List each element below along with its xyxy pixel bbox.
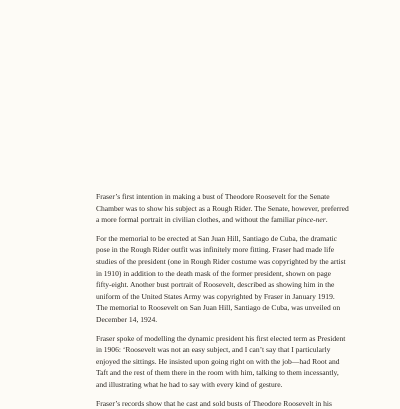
text-line: a more formal portrait in civilian clothes, and without the familiar pince-ner. (96, 214, 364, 226)
text-line: and illustrating what he had to say with every kind of gesture. (96, 379, 364, 391)
text-line: in 1906: ‘Roosevelt was not an easy subject, and I can’t say that I particularly (96, 344, 364, 356)
paragraph-modelling-quote (96, 333, 364, 391)
text-line: Taft and the rest of them there in the room with him, talking to them incessantly, (96, 367, 364, 379)
text-line: fifty-eight. Another bust portrait of Roosevelt, described as showing him in the (96, 279, 364, 291)
text-line: studies of the president (one in Rough Rider costume was copyrighted by the artist (96, 256, 364, 268)
text-line: in 1910) in addition to the death mask of the former president, shown on page (96, 268, 364, 280)
text-line: Fraser’s first intention in making a bust of Theodore Roosevelt for the Senate (96, 191, 364, 203)
body-text (96, 191, 364, 409)
paragraph-records (96, 398, 364, 409)
text-line: The memorial to Roosevelt on San Juan Hill, Santiago de Cuba, was unveiled on (96, 302, 364, 314)
text-line: enjoyed the sittings. He insisted upon going right on with the job—had Root and (96, 356, 364, 368)
text-line: Fraser spoke of modelling the dynamic president his first elected term as President (96, 333, 364, 345)
text-line: For the memorial to be erected at San Juan Hill, Santiago de Cuba, the dramatic (96, 233, 364, 245)
text-line: uniform of the United States Army was copyrighted by Fraser in January 1919. (96, 291, 364, 303)
paragraph-san-juan-memorial (96, 233, 364, 326)
text-line: December 14, 1924. (96, 314, 364, 326)
text-line: Fraser’s records show that he cast and sold busts of Theodore Roosevelt in his (96, 398, 364, 409)
paragraph-senate-bust (96, 191, 364, 226)
text-line: Chamber was to show his subject as a Rough Rider. The Senate, however, preferred (96, 203, 364, 215)
text-line: pose in the Rough Rider outfit was infinitely more fitting. Fraser had made life (96, 244, 364, 256)
italic-term: pince-ner (297, 215, 326, 224)
